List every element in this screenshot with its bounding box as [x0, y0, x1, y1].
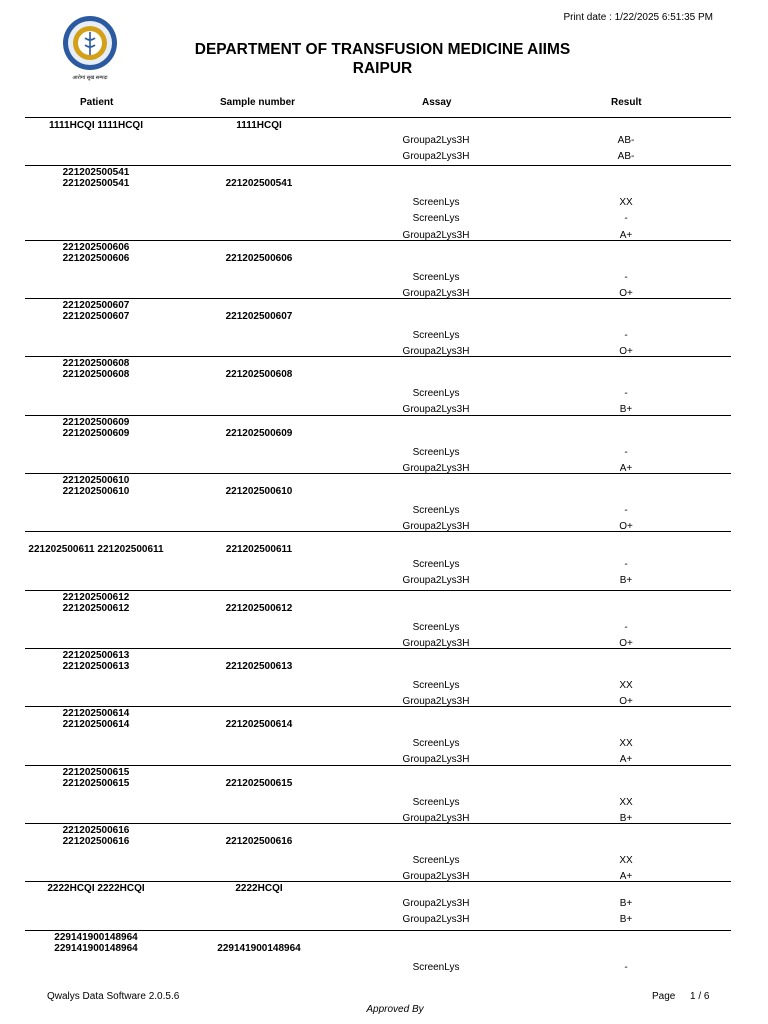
- assay-name: ScreenLys: [412, 505, 460, 516]
- assay-result: -: [624, 272, 628, 283]
- row-divider: [25, 765, 731, 766]
- assay-name: Groupa2Lys3H: [402, 638, 470, 649]
- sample-number: 221202500611: [225, 544, 293, 555]
- document-title: [150, 40, 615, 78]
- assay-name: ScreenLys: [412, 559, 460, 570]
- patient-id: 221202500615: [62, 778, 130, 789]
- assay-result: O+: [619, 288, 633, 299]
- col-header-result: Result: [611, 97, 642, 108]
- assay-result: B+: [619, 575, 633, 586]
- col-header-sample: Sample number: [220, 97, 296, 108]
- assay-result: -: [624, 388, 628, 399]
- logo-motto: आरोग्यं सुखं सम्पदा: [72, 75, 108, 81]
- patient-id: 221202500613: [62, 661, 130, 672]
- patient-id: 221202500608: [62, 358, 130, 369]
- row-divider: [25, 415, 731, 416]
- patient-id: 221202500606: [62, 242, 130, 253]
- patient-id: 221202500606: [62, 253, 130, 264]
- assay-result: XX: [619, 680, 633, 691]
- header-divider: [25, 117, 731, 118]
- assay-name: Groupa2Lys3H: [402, 288, 470, 299]
- patient-id: 229141900148964: [54, 932, 138, 943]
- row-divider: [25, 473, 731, 474]
- sample-number: 221202500606: [225, 253, 293, 264]
- aiims-logo: [60, 14, 120, 82]
- patient-id: 221202500610: [62, 486, 130, 497]
- sample-number: 221202500608: [225, 369, 293, 380]
- row-divider: [25, 881, 731, 882]
- assay-result: -: [624, 962, 628, 973]
- assay-name: ScreenLys: [412, 855, 460, 866]
- assay-result: -: [624, 505, 628, 516]
- sample-number: 229141900148964: [217, 943, 301, 954]
- patient-id: 221202500610: [62, 475, 130, 486]
- assay-name: Groupa2Lys3H: [402, 914, 470, 925]
- col-header-assay: Assay: [422, 97, 452, 108]
- patient-id: 221202500616: [62, 836, 130, 847]
- assay-name: ScreenLys: [412, 622, 460, 633]
- assay-name: ScreenLys: [412, 197, 460, 208]
- patient-id: 221202500607: [62, 300, 130, 311]
- assay-name: ScreenLys: [412, 797, 460, 808]
- patient-id: 221202500612: [62, 603, 130, 614]
- patient-id: 221202500616: [62, 825, 130, 836]
- assay-name: Groupa2Lys3H: [402, 696, 470, 707]
- patient-id: 221202500541: [62, 178, 130, 189]
- patient-id: 221202500615: [62, 767, 130, 778]
- assay-result: O+: [619, 521, 633, 532]
- assay-name: Groupa2Lys3H: [402, 813, 470, 824]
- assay-result: XX: [619, 738, 633, 749]
- assay-result: AB-: [617, 151, 635, 162]
- assay-result: B+: [619, 404, 633, 415]
- assay-name: Groupa2Lys3H: [402, 151, 470, 162]
- sample-number: 221202500615: [225, 778, 293, 789]
- assay-result: XX: [619, 197, 633, 208]
- patient-id: 221202500609: [62, 428, 130, 439]
- assay-name: Groupa2Lys3H: [402, 521, 470, 532]
- assay-result: XX: [619, 855, 633, 866]
- assay-name: Groupa2Lys3H: [402, 463, 470, 474]
- row-divider: [25, 930, 731, 931]
- assay-result: A+: [619, 754, 633, 765]
- patient-id: 221202500613: [62, 650, 130, 661]
- row-divider: [25, 648, 731, 649]
- sample-number: 221202500610: [225, 486, 293, 497]
- col-header-patient: Patient: [80, 97, 114, 108]
- assay-result: -: [624, 330, 628, 341]
- assay-result: O+: [619, 346, 633, 357]
- assay-result: -: [624, 447, 628, 458]
- print-date: Print date : 1/22/2025 6:51:35 PM: [563, 12, 713, 23]
- patient-id: 229141900148964: [54, 943, 138, 954]
- sample-number: 221202500609: [225, 428, 293, 439]
- sample-number: 221202500612: [225, 603, 293, 614]
- assay-name: Groupa2Lys3H: [402, 135, 470, 146]
- row-divider: [25, 298, 731, 299]
- assay-result: A+: [619, 463, 633, 474]
- assay-result: B+: [619, 813, 633, 824]
- assay-name: ScreenLys: [412, 962, 460, 973]
- row-divider: [25, 706, 731, 707]
- sample-number: 221202500541: [225, 178, 293, 189]
- sample-number: 221202500607: [225, 311, 293, 322]
- assay-name: ScreenLys: [412, 213, 460, 224]
- assay-result: O+: [619, 696, 633, 707]
- assay-result: A+: [619, 230, 633, 241]
- row-divider: [25, 823, 731, 824]
- assay-result: A+: [619, 871, 633, 882]
- page-number: 1 / 6: [690, 991, 710, 1002]
- assay-name: Groupa2Lys3H: [402, 871, 470, 882]
- assay-result: B+: [619, 898, 633, 909]
- row-divider: [25, 356, 731, 357]
- assay-name: ScreenLys: [412, 388, 460, 399]
- assay-name: Groupa2Lys3H: [402, 754, 470, 765]
- sample-number: 2222HCQI: [235, 883, 283, 894]
- patient-id: 221202500611 221202500611: [28, 544, 164, 555]
- patient-id: 221202500609: [62, 417, 130, 428]
- assay-name: ScreenLys: [412, 272, 460, 283]
- assay-name: Groupa2Lys3H: [402, 404, 470, 415]
- approved-by: Approved By: [366, 1004, 424, 1015]
- row-divider: [25, 531, 731, 532]
- assay-result: B+: [619, 914, 633, 925]
- patient-id: 2222HCQI 2222HCQI: [47, 883, 145, 894]
- patient-id: 221202500612: [62, 592, 130, 603]
- patient-id: 221202500614: [62, 708, 130, 719]
- patient-id: 221202500608: [62, 369, 130, 380]
- sample-number: 221202500616: [225, 836, 293, 847]
- assay-name: Groupa2Lys3H: [402, 346, 470, 357]
- assay-name: Groupa2Lys3H: [402, 898, 470, 909]
- title-line-1: DEPARTMENT OF TRANSFUSION MEDICINE AIIMS: [194, 41, 571, 58]
- row-divider: [25, 590, 731, 591]
- row-divider: [25, 240, 731, 241]
- software-version: Qwalys Data Software 2.0.5.6: [47, 991, 180, 1002]
- sample-number: 221202500613: [225, 661, 293, 672]
- patient-id: 221202500541: [62, 167, 130, 178]
- assay-name: ScreenLys: [412, 447, 460, 458]
- assay-name: ScreenLys: [412, 738, 460, 749]
- sample-number: 221202500614: [225, 719, 293, 730]
- assay-name: Groupa2Lys3H: [402, 230, 470, 241]
- assay-result: O+: [619, 638, 633, 649]
- patient-id: 221202500614: [62, 719, 130, 730]
- assay-result: AB-: [617, 135, 635, 146]
- row-divider: [25, 165, 731, 166]
- title-line-2: RAIPUR: [352, 60, 413, 77]
- patient-id: 221202500607: [62, 311, 130, 322]
- assay-name: ScreenLys: [412, 330, 460, 341]
- assay-result: XX: [619, 797, 633, 808]
- assay-name: ScreenLys: [412, 680, 460, 691]
- page-label: Page: [652, 991, 676, 1002]
- sample-number: 1111HCQI: [236, 120, 282, 131]
- assay-result: -: [624, 559, 628, 570]
- assay-result: -: [624, 213, 628, 224]
- patient-id: 1111HCQI 1111HCQI: [49, 120, 143, 131]
- assay-result: -: [624, 622, 628, 633]
- assay-name: Groupa2Lys3H: [402, 575, 470, 586]
